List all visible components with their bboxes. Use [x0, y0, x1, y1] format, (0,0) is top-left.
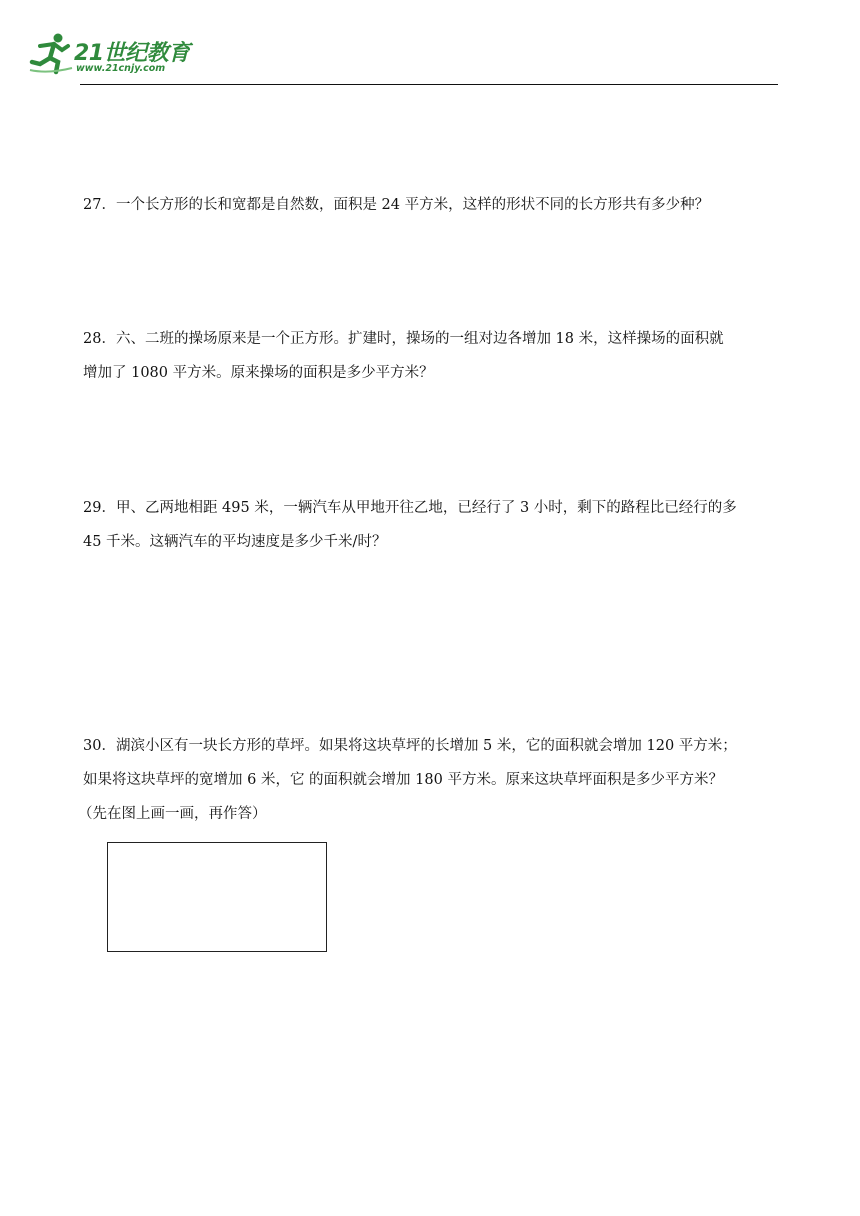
header-divider [80, 84, 778, 85]
question-line [83, 188, 783, 222]
question-text: 甲、乙两地相距 495 米，一辆汽车从甲地开往乙地，已经行了 3 小时，剩下的路程比已经行的多 [115, 500, 737, 516]
question-number: 27． [83, 197, 116, 213]
question-number: 30． [83, 738, 116, 754]
site-logo [28, 30, 198, 78]
question-text: 一个长方形的长和宽都是自然数，面积是 24 平方米，这样的形状不同的长方形共有多少种？ [115, 197, 710, 213]
question-30-note: （先在图上画一画，再作答） [78, 806, 267, 822]
question-line: 增加了 1080 平方米。原来操场的面积是多少平方米？ [83, 365, 434, 381]
question-27 [83, 188, 783, 222]
question-number: 28． [83, 331, 116, 347]
question-text: 六、二班的操场原来是一个正方形。扩建时，操场的一组对边各增加 18 米，这样操场的面积就 [115, 331, 724, 347]
page-header [0, 0, 860, 90]
logo-url-text: www.21cnjy.com [76, 63, 166, 74]
question-line: 45 千米。这辆汽车的平均速度是多少千米/时？ [83, 534, 387, 550]
rectangle-drawing-area [107, 842, 327, 952]
question-30 [83, 729, 783, 797]
question-text: 湖滨小区有一块长方形的草坪。如果将这块草坪的长增加 5 米，它的面积就会增加 120 平方米； [115, 738, 737, 754]
question-29 [83, 491, 783, 559]
question-28 [83, 322, 783, 390]
logo-brand-text: 21世纪教育 [74, 41, 190, 66]
question-number: 29． [83, 500, 116, 516]
question-line: 如果将这块草坪的宽增加 6 米，它 的面积就会增加 180 平方米。原来这块草坪面积是多少平方米？ [83, 772, 723, 788]
question-line [83, 729, 783, 763]
question-line [83, 322, 783, 356]
runner-logo-icon [28, 30, 74, 76]
question-line [83, 491, 783, 525]
